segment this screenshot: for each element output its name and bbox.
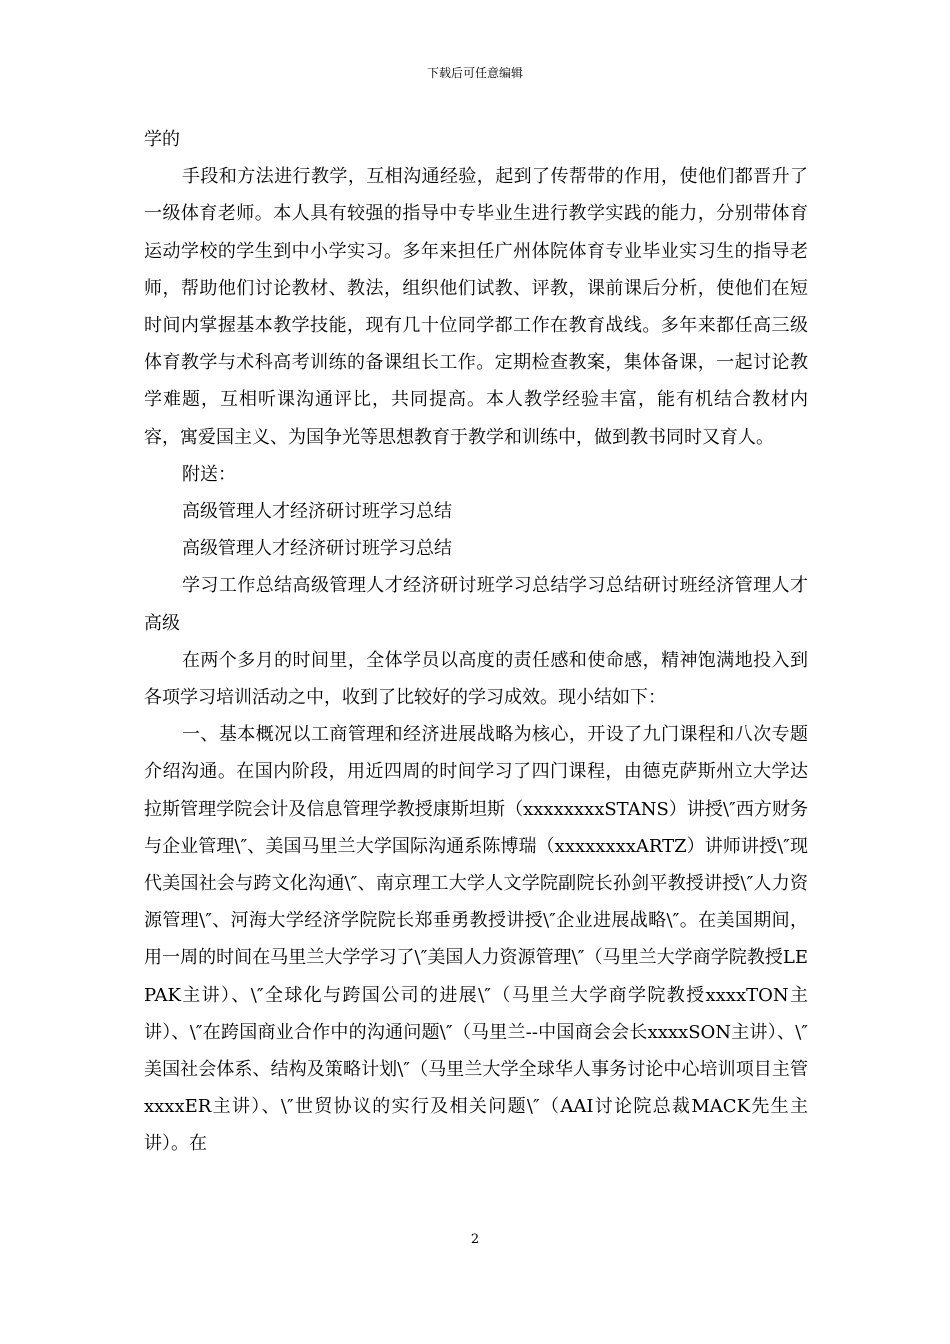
paragraph: 在两个多月的时间里，全体学员以高度的责任感和使命感，精神饱满地投入到各项学习培训活动之中，收到了比较好的学习成效。现小结如下： xyxy=(144,649,808,709)
paragraph: 一、基本概况以工商管理和经济进展战略为核心，开设了九门课程和八次专题介绍沟通。在国内阶段，用近四周的时间学习了四门课程，由德克萨斯州立大学达拉斯管理学院会计及信息管理学教授康斯坦斯（xxxxxxxxSTANS）讲授\″西方财务与企业管理\″、美国马里兰大学国际沟通系陈博瑞（xxxxxxxxARTZ）讲师讲授\″现代美国社会与跨文化沟通\″、南京理工大学人文学院副院长孙剑平教授讲授\″人力资源管理\″、河海大学经济学院院长郑垂勇教授讲授\″企业进展战略\″。在美国期间，用一周的时间在马里兰大学学习了\″美国人力资源管理\″（马里兰大学商学院教授LEPAK主讲）、\″全球化与跨国公司的进展\″（马里兰大学商学院教授xxxxTON主讲）、\″在跨国商业合作中的沟通问题\″（马里兰--中国商会会长xxxxSON主讲）、\″美国社会体系、结构及策略计划\″（马里兰大学全球华人事务讨论中心培训项目主管xxxxER主讲）、\″世贸协议的实行及相关问题\″（AAI讨论院总裁MACK先生主讲）。在 xyxy=(144,724,808,1155)
paragraph: 附送： xyxy=(182,463,236,485)
paragraph: 学习工作总结高级管理人才经济研讨班学习总结学习总结研讨班经济管理人才高级 xyxy=(144,575,808,634)
page-number: 2 xyxy=(470,1232,480,1247)
heading-line: 高级管理人才经济研讨班学习总结 xyxy=(182,538,452,560)
document-body xyxy=(144,121,808,1163)
paragraph: 学的 xyxy=(144,129,180,150)
heading-line: 高级管理人才经济研讨班学习总结 xyxy=(182,501,452,523)
page-header: 下载后可任意编辑 xyxy=(426,66,523,80)
paragraph: 手段和方法进行教学，互相沟通经验，起到了传帮带的作用，使他们都晋升了一级体育老师。本人具有较强的指导中专毕业生进行教学实践的能力，分别带体育运动学校的学生到中小学实习。多年来担任广州体院体育专业毕业实习生的指导老师，帮助他们讨论教材、教法，组织他们试教、评教，课前课后分析，使他们在短时间内掌握基本教学技能，现有几十位同学都工作在教育战线。多年来都任高三级体育教学与术科高考训练的备课组长工作。定期检查教案，集体备课，一起讨论教学难题，互相听课沟通评比，共同提高。本人教学经验丰富，能有机结合教材内容，寓爱国主义、为国争光等思想教育于教学和训练中，做到教书同时又育人。 xyxy=(144,166,808,448)
